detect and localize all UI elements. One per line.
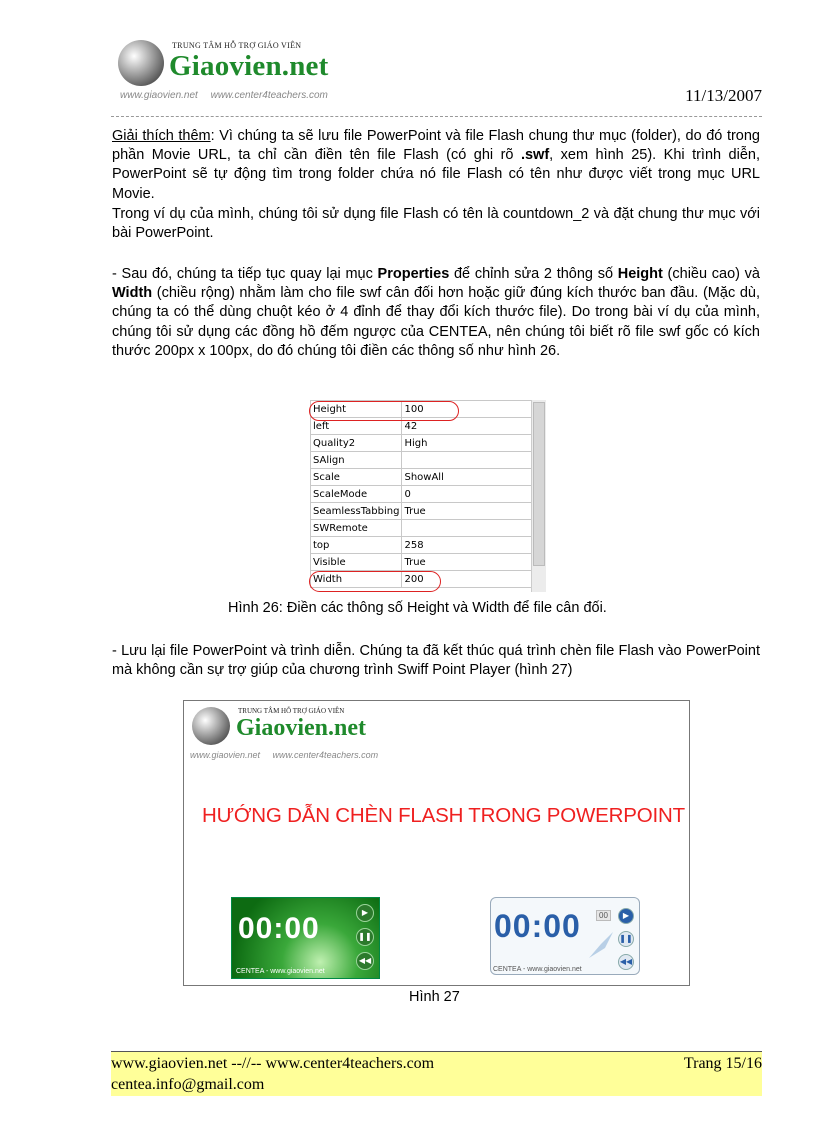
logo-name: Giaovien.net <box>169 50 329 82</box>
timer-blue-bird-icon <box>587 930 615 960</box>
text-run: để chỉnh sửa 2 thông số <box>449 266 618 282</box>
slide-logo-tagline: TRUNG TÂM HỖ TRỢ GIÁO VIÊN <box>238 707 345 715</box>
explanation-label: Giải thích thêm <box>112 128 211 144</box>
property-row[interactable] <box>311 469 535 486</box>
bold-width: Width <box>112 285 153 302</box>
footer-page-number: Trang 15/16 <box>683 1055 762 1072</box>
property-key: Quality2 <box>311 435 402 452</box>
header-divider <box>111 116 762 117</box>
property-key: Visible <box>311 554 402 571</box>
slide-logo-urls: www.giaovien.net www.center4teachers.com <box>190 750 379 760</box>
countdown-timer-green <box>231 897 380 979</box>
explanation-text: : Vì chúng ta sẽ lưu file PowerPoint và file Flash chung thư mục (folder), do đó trong phần Movie URL, ta chỉ cần điền tên file Flash (có ghi rõ <box>112 128 760 164</box>
property-value[interactable]: 100 <box>402 401 535 418</box>
paragraph-example: Trong ví dụ của mình, chúng tôi sử dụng file Flash có tên là countdown_2 và đặt chung thư mục với bài PowerPoint. <box>112 206 760 242</box>
figure-27-caption: Hình 27 <box>409 989 460 1005</box>
property-row[interactable] <box>311 486 535 503</box>
slide-logo-name: Giaovien.net <box>236 715 366 741</box>
property-key: top <box>311 537 402 554</box>
property-value[interactable] <box>402 452 535 469</box>
property-value[interactable]: High <box>402 435 535 452</box>
property-row[interactable] <box>311 435 535 452</box>
property-row[interactable] <box>311 554 535 571</box>
property-row[interactable] <box>311 452 535 469</box>
property-value[interactable]: 0 <box>402 486 535 503</box>
logo-globe-icon <box>118 40 164 86</box>
property-value[interactable]: 258 <box>402 537 535 554</box>
property-key: Width <box>311 571 402 588</box>
property-key: Scale <box>311 469 402 486</box>
bold-properties: Properties <box>377 266 450 282</box>
scrollbar-thumb[interactable] <box>533 402 545 566</box>
height-highlight-oval <box>309 401 459 421</box>
property-key: SWRemote <box>311 520 402 537</box>
property-value[interactable]: ShowAll <box>402 469 535 486</box>
property-key: ScaleMode <box>311 486 402 503</box>
timer-green-rewind-icon[interactable]: ◀◀ <box>356 952 374 970</box>
width-highlight-oval <box>309 571 441 592</box>
property-key: Height <box>311 401 402 418</box>
paragraph-explanation <box>112 127 760 204</box>
swf-extension: .swf <box>520 147 550 164</box>
text-run: (chiều rộng) nhằm làm cho file swf cân đối hơn hoặc giữ đúng kích thước ban đầu. (Mặc dù, chúng ta có thể dùng chuột kéo ở 4 đỉnh để thay đổi kích thước file). Do trong bài ví dụ của mình, chúng tôi sử dụng các đồng hồ đếm ngược của CENTEA, nên chúng tôi biết rõ file swf gốc có kích thước 200px x 100px, do đó chúng tôi điền các thông số như hình 26. <box>112 285 760 359</box>
header-date: 11/13/2007 <box>685 86 762 105</box>
footer-urls: www.giaovien.net --//-- www.center4teachers.com <box>111 1055 435 1072</box>
property-value[interactable]: True <box>402 554 535 571</box>
property-key: left <box>311 418 402 435</box>
logo-tagline: TRUNG TÂM HỖ TRỢ GIÁO VIÊN <box>172 41 302 50</box>
timer-blue-footer: CENTEA - www.giaovien.net <box>493 966 582 973</box>
footer-email: centea.info@gmail.com <box>111 1076 265 1093</box>
bold-height: Height <box>617 266 663 282</box>
paragraph-conclusion: - Lưu lại file PowerPoint và trình diễn. Chúng ta đã kết thúc quá trình chèn file Flash vào PowerPoint mà không cần sự trợ giúp của chương trình Swiff Point Player (hình 27) <box>112 643 760 679</box>
timer-green-digits: 00:00 <box>238 912 320 945</box>
page-footer <box>111 1051 762 1096</box>
timer-blue-play-icon[interactable]: ▶ <box>618 908 634 924</box>
property-key: SeamlessTabbing <box>311 503 402 520</box>
property-row[interactable] <box>311 503 535 520</box>
text-run: - Sau đó, chúng ta tiếp tục quay lại mục <box>112 266 378 282</box>
timer-green-pause-icon[interactable]: ❚❚ <box>356 928 374 946</box>
slide-logo-globe-icon <box>192 707 230 745</box>
property-value[interactable]: 42 <box>402 418 535 435</box>
timer-blue-digits: 00:00 <box>494 908 581 944</box>
property-value[interactable]: True <box>402 503 535 520</box>
slide-heading: HƯỚNG DẪN CHÈN FLASH TRONG POWERPOINT <box>202 804 685 827</box>
timer-green-play-icon[interactable]: ▶ <box>356 904 374 922</box>
timer-blue-counter: 00 <box>596 910 611 921</box>
text-run: (chiều cao) và <box>662 266 760 282</box>
explanation-text-2: , xem hình 25). Khi trình diễn, PowerPoint sẽ tự động tìm trong folder chứa nó file Flash có tên như được viết trong mục URL Movie. <box>112 147 760 202</box>
logo-urls: www.giaovien.net www.center4teachers.com <box>120 90 328 101</box>
paragraph-properties <box>112 265 760 361</box>
figure-27-slide <box>183 700 690 986</box>
property-value[interactable]: 200 <box>402 571 535 588</box>
property-key: SAlign <box>311 452 402 469</box>
property-row[interactable] <box>311 520 535 537</box>
timer-blue-pause-icon[interactable]: ❚❚ <box>618 931 634 947</box>
timer-green-footer: CENTEA - www.giaovien.net <box>236 968 325 975</box>
property-value[interactable] <box>402 520 535 537</box>
countdown-timer-blue <box>490 897 640 975</box>
timer-blue-rewind-icon[interactable]: ◀◀ <box>618 954 634 970</box>
figure-26-caption: Hình 26: Điền các thông số Height và Width để file cân đối. <box>228 600 607 616</box>
properties-grid <box>310 400 565 592</box>
property-row[interactable] <box>311 537 535 554</box>
